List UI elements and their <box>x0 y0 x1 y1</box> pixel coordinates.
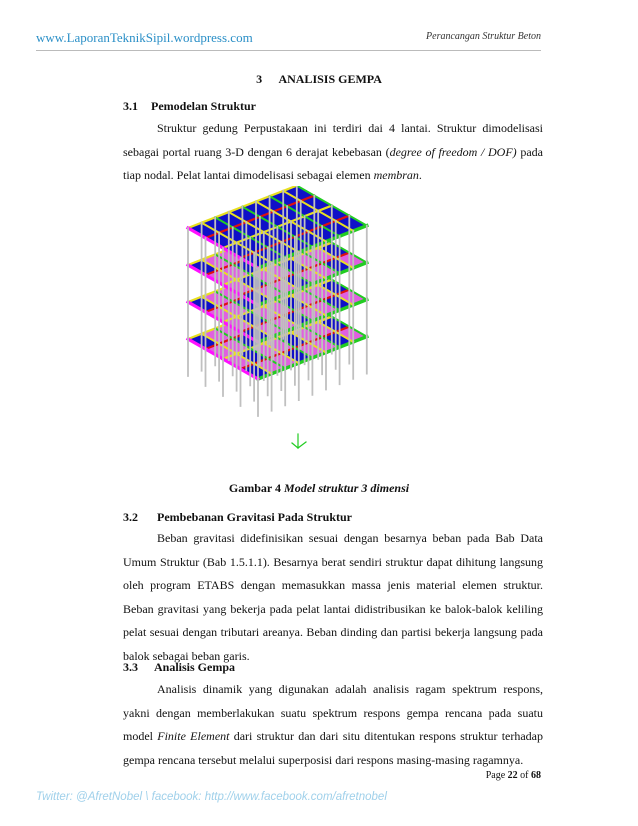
paragraph-text: dari struktur dan dari situ ditentukan respons struktur terhadap gempa rencana tersebut melalui superposisi dari respons masing-masing ragamnya. <box>123 729 543 767</box>
paragraph-italic: degree of freedom / DOF) <box>389 144 517 159</box>
section-paragraph-3-3 <box>123 678 543 772</box>
axis-indicator <box>298 442 306 448</box>
section-number: 3.2 <box>123 510 138 524</box>
chapter-heading <box>0 72 638 87</box>
section-title: Pembebanan Gravitasi Pada Struktur <box>157 510 353 524</box>
paragraph-text: Struktur gedung Perpustakaan ini terdiri dai 4 lantai. Struktur dimodelisasi sebagai portal ruang 3-D dengan 6 derajat kebebasan ( <box>123 121 543 159</box>
figure-caption <box>0 481 638 496</box>
section-heading-3-2 <box>123 510 352 525</box>
section-paragraph-3-1 <box>123 117 543 188</box>
paragraph-text: pada tiap nodal. Pelat lantai dimodelisasi sebagai elemen <box>123 144 544 182</box>
section-number: 3.1 <box>123 99 138 113</box>
page-of: of <box>520 770 529 781</box>
page-label: Page <box>485 770 506 781</box>
header-doc-title: Perancangan Struktur Beton <box>426 31 541 42</box>
figure-caption-title: Model struktur 3 dimensi <box>284 481 410 495</box>
section-title: Pemodelan Struktur <box>151 99 256 113</box>
page-number <box>486 770 541 781</box>
chapter-number: 3 <box>256 72 263 86</box>
paragraph-italic: membran <box>373 168 419 182</box>
section-heading-3-3 <box>123 660 235 675</box>
section-paragraph-3-2 <box>123 527 543 668</box>
paragraph-text: Analisis dinamik yang digunakan adalah analisis ragam spektrum respons, yakni dengan memberlakukan suatu spektrum respons gempa rencana pada suatu model <box>123 682 543 743</box>
paragraph-italic: Finite Element <box>157 729 230 743</box>
header-url[interactable]: www.LaporanTeknikSipil.wordpress.com <box>36 30 253 45</box>
header-divider <box>36 50 541 51</box>
axis-indicator <box>292 443 298 448</box>
paragraph-text: . <box>418 168 422 182</box>
figure-caption-label: Gambar 4 <box>228 481 282 495</box>
section-number: 3.3 <box>123 660 138 674</box>
paragraph-text: Beban gravitasi didefinisikan sesuai dengan besarnya beban pada Bab Data Umum Struktur (Bab 1.5.1.1). Besarnya berat sendiri struktur dapat dihitung langsung oleh program ETABS dengan memasukkan massa jenis material elemen struktur. Beban gravitasi yang bekerja pada pelat lantai didistribusikan ke balok-balok keliling pelat sesuai dengan tributari areanya. Beban dinding dan partisi bekerja langsung pada balok sebagai beban garis. <box>123 531 543 663</box>
page-current: 22 <box>507 770 518 781</box>
page-total: 68 <box>531 770 541 781</box>
footer-social-links[interactable]: Twitter: @AfretNobel \ facebook: http://www.facebook.com/afretnobel <box>36 791 387 803</box>
section-title: Analisis Gempa <box>154 660 236 674</box>
section-heading-3-1 <box>123 99 256 114</box>
structure-3d-model-figure <box>170 186 500 471</box>
chapter-title: ANALISIS GEMPA <box>278 72 382 86</box>
